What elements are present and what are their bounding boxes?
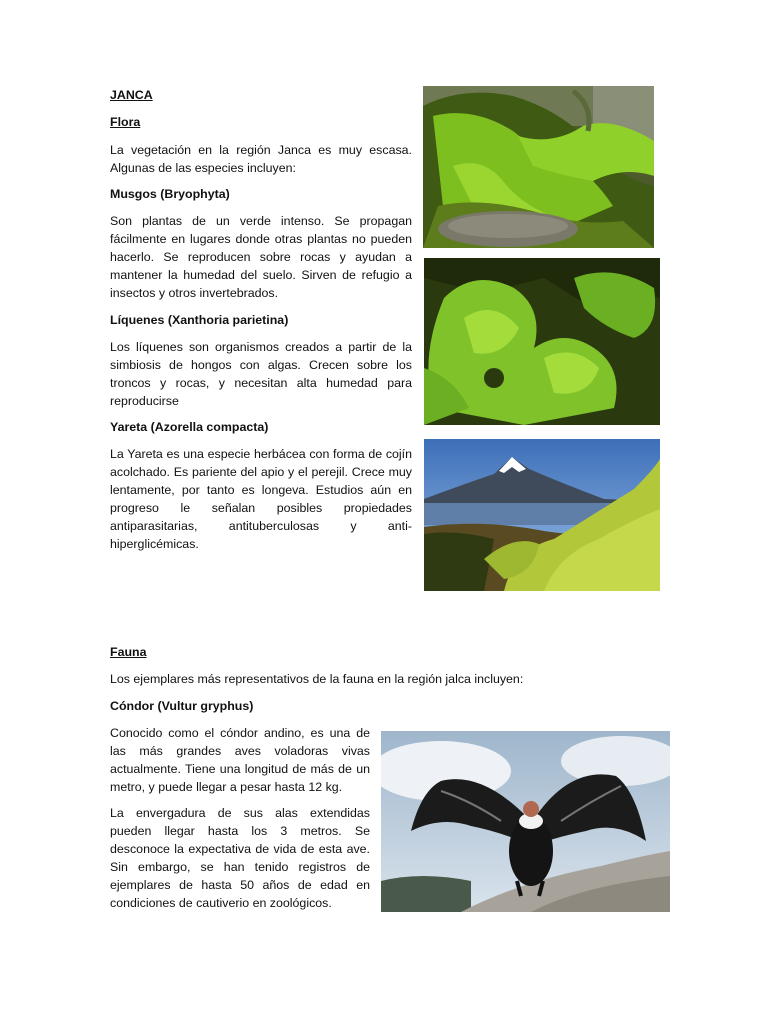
condor-paragraph-2: La envergadura de sus alas extendidas pueden llegar hasta los 3 metros. Se desconoce la expectativa de vida de esta ave. Sin embargo, se han tenido registros de ejemplares de hasta 50 años de edad en condiciones de cautiverio en zoológicos. [110, 806, 370, 910]
species-title-musgos: Musgos (Bryophyta) [110, 187, 230, 201]
condor-photo [381, 731, 670, 912]
flora-intro: La vegetación en la región Janca es muy escasa. Algunas de las especies incluyen: [110, 143, 412, 175]
yareta-photo [424, 439, 660, 591]
species-text-yareta: La Yareta es una especie herbácea con forma de cojín acolchado. Es pariente del apio y el perejil. Crece muy lentamente, por tanto es longeva. Estudios aún en progreso le señalan posibles propiedades antiparasitarias, antituberculosas y anti-hiperglicémicas. [110, 447, 412, 551]
species-text-liquenes: Los líquenes son organismos creados a partir de la simbiosis de hongos con algas. Crecen sobre los troncos y rocas, y necesitan alta humedad para reproducirse [110, 340, 412, 408]
species-title-liquenes: Líquenes (Xanthoria parietina) [110, 313, 289, 327]
species-title-yareta: Yareta (Azorella compacta) [110, 420, 269, 434]
moss-photo [423, 86, 654, 248]
species-text-musgos: Son plantas de un verde intenso. Se propagan fácilmente en lugares donde otras plantas no pueden hacerlo. Se reproducen sobre rocas y ayudan a mantener la humedad del suelo. Sirven de refugio a insectos y otros invertebrados. [110, 214, 412, 300]
fauna-intro: Los ejemplares más representativos de la fauna en la región jalca incluyen: [110, 672, 524, 686]
fauna-heading: Fauna [110, 645, 147, 659]
species-title-condor: Cóndor (Vultur gryphus) [110, 699, 254, 713]
flora-heading: Flora [110, 115, 141, 129]
lichen-photo [424, 258, 660, 425]
condor-paragraph-1: Conocido como el cóndor andino, es una de las más grandes aves voladoras vivas actualmente. Tiene una longitud de más de un metro, y puede llegar a pesar hasta 12 kg. [110, 726, 370, 794]
page-title: JANCA [110, 88, 153, 102]
